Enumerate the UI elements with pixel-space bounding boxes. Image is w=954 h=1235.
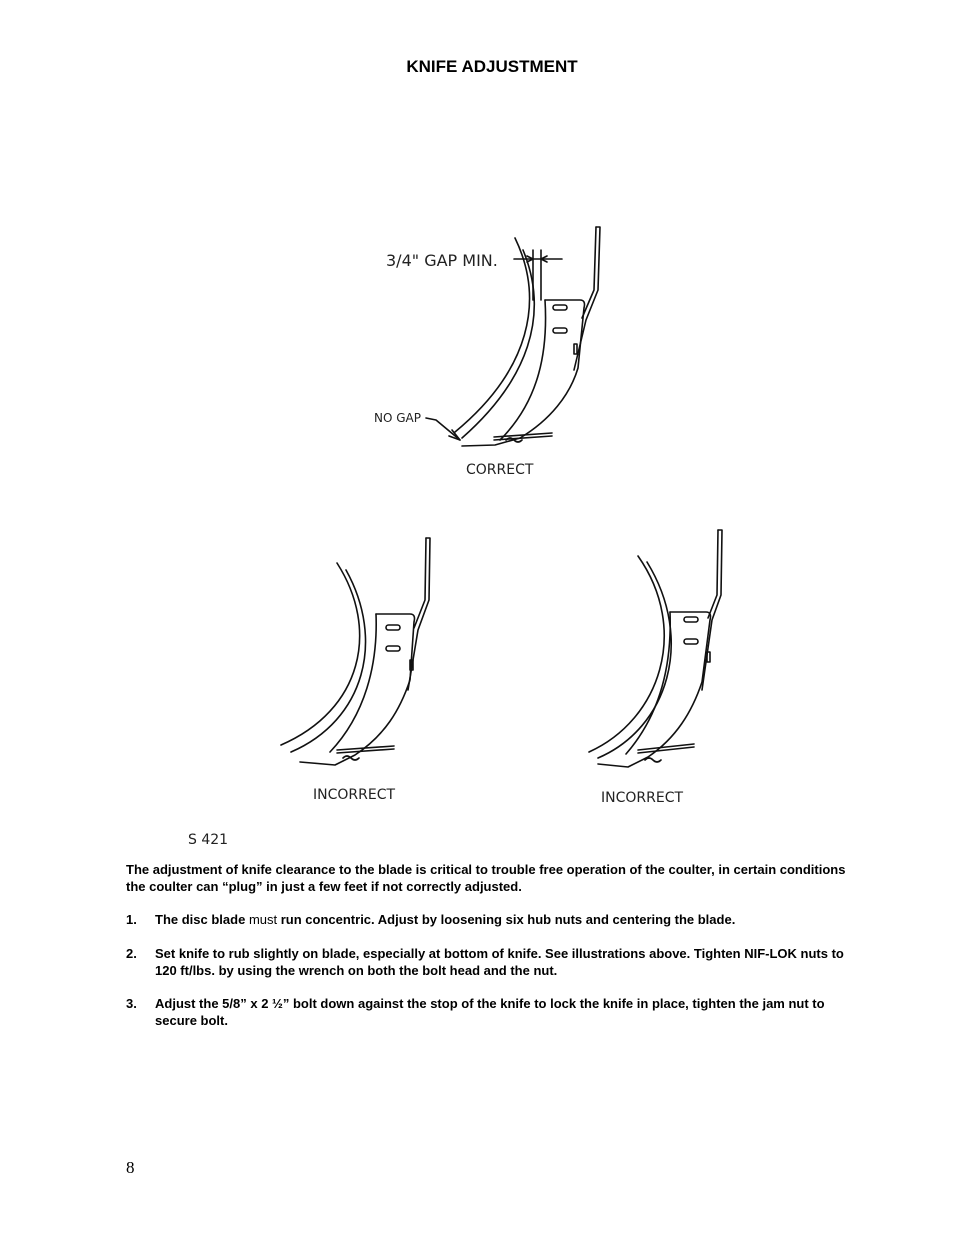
no-gap-leader — [426, 418, 460, 440]
adjusting-bolt — [638, 744, 694, 750]
step-2 — [126, 945, 846, 979]
knife-stop — [574, 344, 577, 354]
step-number: 1. — [126, 912, 137, 927]
no-gap-label: NO GAP — [374, 411, 421, 425]
knife-inner-edge — [500, 300, 546, 440]
step-1 — [126, 911, 846, 928]
step-number: 2. — [126, 946, 137, 961]
correct-label: CORRECT — [466, 462, 534, 478]
knife-slot-upper — [553, 305, 567, 310]
knife-slot-lower — [684, 639, 698, 644]
step-text: Set knife to rub slightly on blade, especially at bottom of knife. See illustrations above. Tighten NIF-LOK nuts to 120 ft/lbs. by using the wrench on both the bolt head and the nut. — [155, 946, 844, 978]
page-title: KNIFE ADJUSTMENT — [406, 57, 578, 76]
knife-slot-upper — [386, 625, 400, 630]
step-3 — [126, 995, 846, 1029]
incorrect-illustration-right — [589, 530, 722, 767]
knife-shank-inner — [708, 530, 718, 618]
step-text: Adjust the 5/8” x 2 ½” bolt down against the stop of the knife to lock the knife in place, tighten the jam nut to secure bolt. — [155, 996, 825, 1028]
disc-blade-inner-edge — [598, 562, 671, 758]
figure-code: S 421 — [188, 832, 229, 848]
adjusting-bolt-edge — [638, 747, 694, 753]
page-number: 8 — [126, 1158, 135, 1177]
knife-body — [300, 614, 415, 765]
jam-nut — [645, 758, 661, 762]
incorrect-illustration-left — [281, 538, 430, 765]
disc-blade-inner-edge — [291, 570, 366, 752]
knife-stop — [707, 652, 710, 662]
knife-slot-lower — [386, 646, 400, 651]
incorrect-label-left: INCORRECT — [313, 787, 396, 803]
gap-min-label: 3/4" GAP MIN. — [386, 251, 498, 270]
step-text: The disc blade must run concentric. Adjust by loosening six hub nuts and centering the blade. — [155, 912, 736, 927]
knife-body — [462, 300, 585, 446]
knife-slot-lower — [553, 328, 567, 333]
disc-blade-outer-edge — [589, 556, 664, 752]
knife-slot-upper — [684, 617, 698, 622]
step-number: 3. — [126, 996, 137, 1011]
intro-paragraph: The adjustment of knife clearance to the blade is critical to trouble free operation of the coulter, in certain conditions the coulter can “plug” in just a few feet if not correctly adjusted. — [126, 862, 846, 894]
knife-inner-edge — [330, 614, 376, 752]
incorrect-label-right: INCORRECT — [601, 790, 684, 806]
disc-blade-outer-edge — [281, 563, 360, 745]
knife-shank — [702, 530, 722, 690]
